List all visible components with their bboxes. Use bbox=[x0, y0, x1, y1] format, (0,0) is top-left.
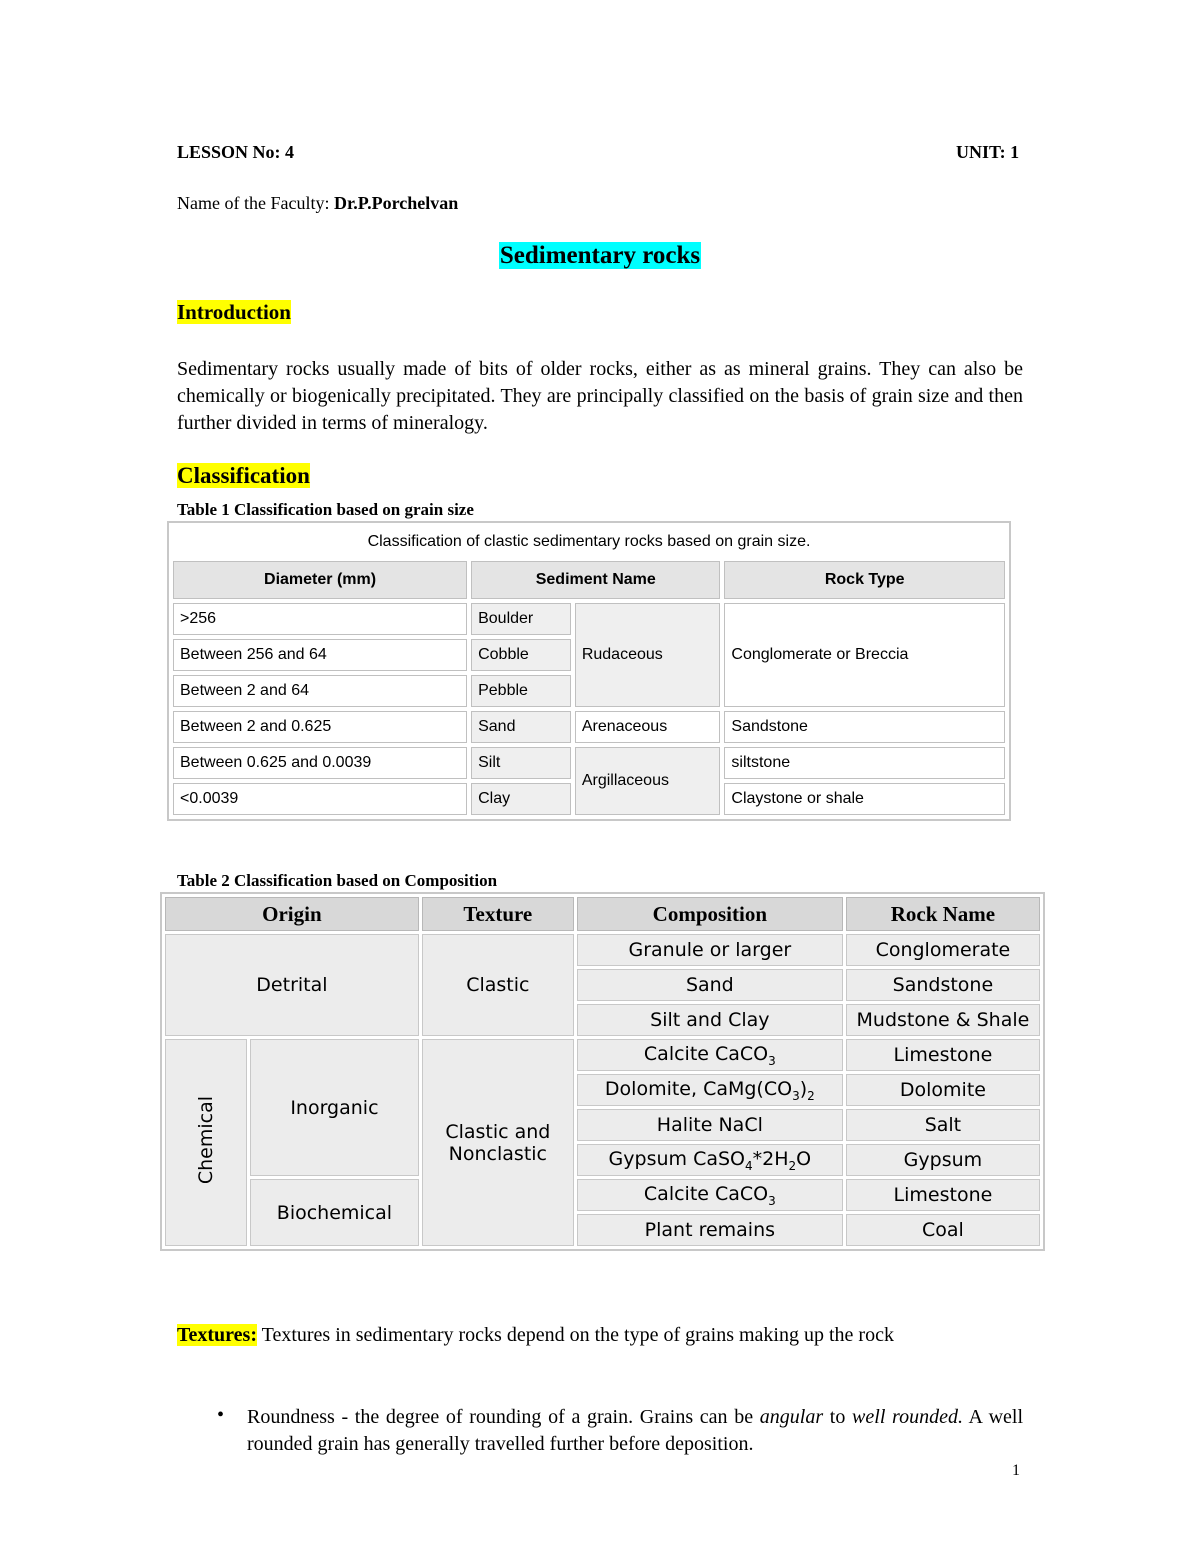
faculty-label: Name of the Faculty: bbox=[177, 193, 334, 213]
table-row bbox=[173, 603, 1005, 635]
page-number: 1 bbox=[1012, 1462, 1020, 1479]
unit-number: UNIT: 1 bbox=[956, 142, 1020, 162]
intro-heading bbox=[177, 300, 291, 325]
sediment-cell: Sand bbox=[471, 711, 571, 743]
formula-text: Dolomite, CaMg(CO bbox=[604, 1077, 793, 1100]
formula-subscript: 4 bbox=[745, 1158, 753, 1173]
composition-cell: Granule or larger bbox=[577, 934, 843, 966]
rock-name-cell: Limestone bbox=[846, 1039, 1040, 1071]
formula-subscript: 2 bbox=[788, 1158, 797, 1173]
rock-name-cell: Gypsum bbox=[846, 1144, 1040, 1176]
formula-text: Gypsum CaSO bbox=[608, 1147, 745, 1170]
composition-cell: Silt and Clay bbox=[577, 1004, 843, 1036]
bullet-text: Roundness - the degree of rounding of a grain. Grains can be bbox=[247, 1406, 760, 1428]
classification-heading bbox=[177, 463, 310, 489]
table2-header-composition: Composition bbox=[577, 897, 843, 931]
rock-name-cell: Dolomite bbox=[846, 1074, 1040, 1106]
bullet-text: to bbox=[823, 1406, 853, 1428]
composition-cell: Halite NaCl bbox=[577, 1109, 843, 1141]
textures-paragraph bbox=[177, 1322, 1023, 1349]
bullet-emphasis: angular bbox=[759, 1406, 824, 1428]
sediment-cell: Clay bbox=[471, 783, 571, 815]
rock-type-cell: Sandstone bbox=[724, 711, 1005, 743]
intro-paragraph: Sedimentary rocks usually made of bits of older rocks, either as as mineral grains. They can also be chemically or biogenically precipitated. They are principally classified on the basis of grain size and then further divided in terms of mineralogy. bbox=[177, 358, 1023, 434]
texture-clastic: Clastic bbox=[422, 934, 574, 1036]
page-title bbox=[0, 242, 1200, 270]
origin-chemical-text: Chemical bbox=[195, 1095, 217, 1185]
composition-cell bbox=[577, 1074, 843, 1106]
formula-subscript: 2 bbox=[807, 1088, 815, 1103]
rock-name-cell: Sandstone bbox=[846, 969, 1040, 1001]
table1-header-sediment: Sediment Name bbox=[471, 561, 720, 599]
composition-cell bbox=[577, 1039, 843, 1071]
sediment-cell: Cobble bbox=[471, 639, 571, 671]
table-row bbox=[173, 711, 1005, 743]
diameter-cell: Between 2 and 64 bbox=[173, 675, 467, 707]
diameter-cell: Between 256 and 64 bbox=[173, 639, 467, 671]
table-row bbox=[165, 934, 1040, 966]
group-cell: Arenaceous bbox=[575, 711, 721, 743]
rock-name-cell: Conglomerate bbox=[846, 934, 1040, 966]
diameter-cell: Between 0.625 and 0.0039 bbox=[173, 747, 467, 779]
table-row bbox=[173, 747, 1005, 779]
formula-subscript: 3 bbox=[768, 1193, 776, 1208]
formula-subscript: 3 bbox=[792, 1088, 800, 1103]
faculty-line bbox=[177, 193, 458, 214]
sediment-cell: Pebble bbox=[471, 675, 571, 707]
table1-inner-caption: Classification of clastic sedimentary rocks based on grain size. bbox=[367, 533, 811, 550]
texture-clastic-nonclastic bbox=[422, 1039, 574, 1246]
classification-heading-text: Classification bbox=[177, 463, 310, 488]
rock-type-cell: Conglomerate or Breccia bbox=[724, 603, 1005, 707]
formula-text: O bbox=[796, 1147, 812, 1170]
textures-heading: Textures: bbox=[177, 1324, 257, 1346]
bullet-text: A well rounded grain has generally travelled further before deposition. bbox=[247, 1406, 1024, 1455]
table1-caption: Table 1 Classification based on grain size bbox=[177, 500, 474, 519]
table1-header-rock-type: Rock Type bbox=[724, 561, 1005, 599]
table-row bbox=[165, 1039, 1040, 1071]
origin-chemical bbox=[165, 1039, 247, 1246]
origin-biochemical: Biochemical bbox=[250, 1179, 419, 1246]
texture-line-1: Clastic and bbox=[445, 1120, 551, 1143]
table2-header-rock-name: Rock Name bbox=[846, 897, 1040, 931]
rock-name-cell: Limestone bbox=[846, 1179, 1040, 1211]
table2-header-origin: Origin bbox=[165, 897, 419, 931]
roundness-bullet bbox=[247, 1404, 1023, 1458]
diameter-cell: >256 bbox=[173, 603, 467, 635]
bullet-icon: • bbox=[217, 1404, 225, 1426]
lesson-number: LESSON No: 4 bbox=[177, 142, 295, 162]
textures-text: Textures in sedimentary rocks depend on the type of grains making up the rock bbox=[257, 1324, 894, 1346]
page-title-text: Sedimentary rocks bbox=[499, 242, 701, 269]
intro-heading-text: Introduction bbox=[177, 300, 291, 324]
rock-name-cell: Mudstone & Shale bbox=[846, 1004, 1040, 1036]
table1-header-diameter: Diameter (mm) bbox=[173, 561, 467, 599]
origin-detrital: Detrital bbox=[165, 934, 419, 1036]
formula-text: Calcite CaCO bbox=[643, 1182, 769, 1205]
faculty-name: Dr.P.Porchelvan bbox=[333, 193, 459, 213]
diameter-cell: <0.0039 bbox=[173, 783, 467, 815]
composition-cell: Plant remains bbox=[577, 1214, 843, 1246]
rock-type-cell: siltstone bbox=[724, 747, 1005, 779]
formula-text: Calcite CaCO bbox=[643, 1042, 769, 1065]
composition-cell bbox=[577, 1179, 843, 1211]
table2-header-texture: Texture bbox=[422, 897, 574, 931]
rock-name-cell: Salt bbox=[846, 1109, 1040, 1141]
rock-name-cell: Coal bbox=[846, 1214, 1040, 1246]
grain-size-table bbox=[167, 521, 1011, 821]
composition-cell bbox=[577, 1144, 843, 1176]
formula-text: *2H bbox=[752, 1147, 789, 1170]
table-row bbox=[165, 1179, 1040, 1211]
bullet-emphasis: well rounded. bbox=[852, 1406, 963, 1428]
texture-line-2: Nonclastic bbox=[448, 1142, 547, 1165]
sediment-cell: Boulder bbox=[471, 603, 571, 635]
sediment-cell: Silt bbox=[471, 747, 571, 779]
formula-subscript: 3 bbox=[768, 1053, 776, 1068]
group-cell: Rudaceous bbox=[575, 603, 721, 707]
table2-caption: Table 2 Classification based on Composition bbox=[177, 871, 498, 890]
formula-text: ) bbox=[799, 1077, 808, 1100]
rock-type-cell: Claystone or shale bbox=[724, 783, 1005, 815]
composition-cell: Sand bbox=[577, 969, 843, 1001]
group-cell: Argillaceous bbox=[575, 747, 721, 815]
diameter-cell: Between 2 and 0.625 bbox=[173, 711, 467, 743]
composition-table bbox=[160, 892, 1045, 1251]
origin-inorganic: Inorganic bbox=[250, 1039, 419, 1176]
